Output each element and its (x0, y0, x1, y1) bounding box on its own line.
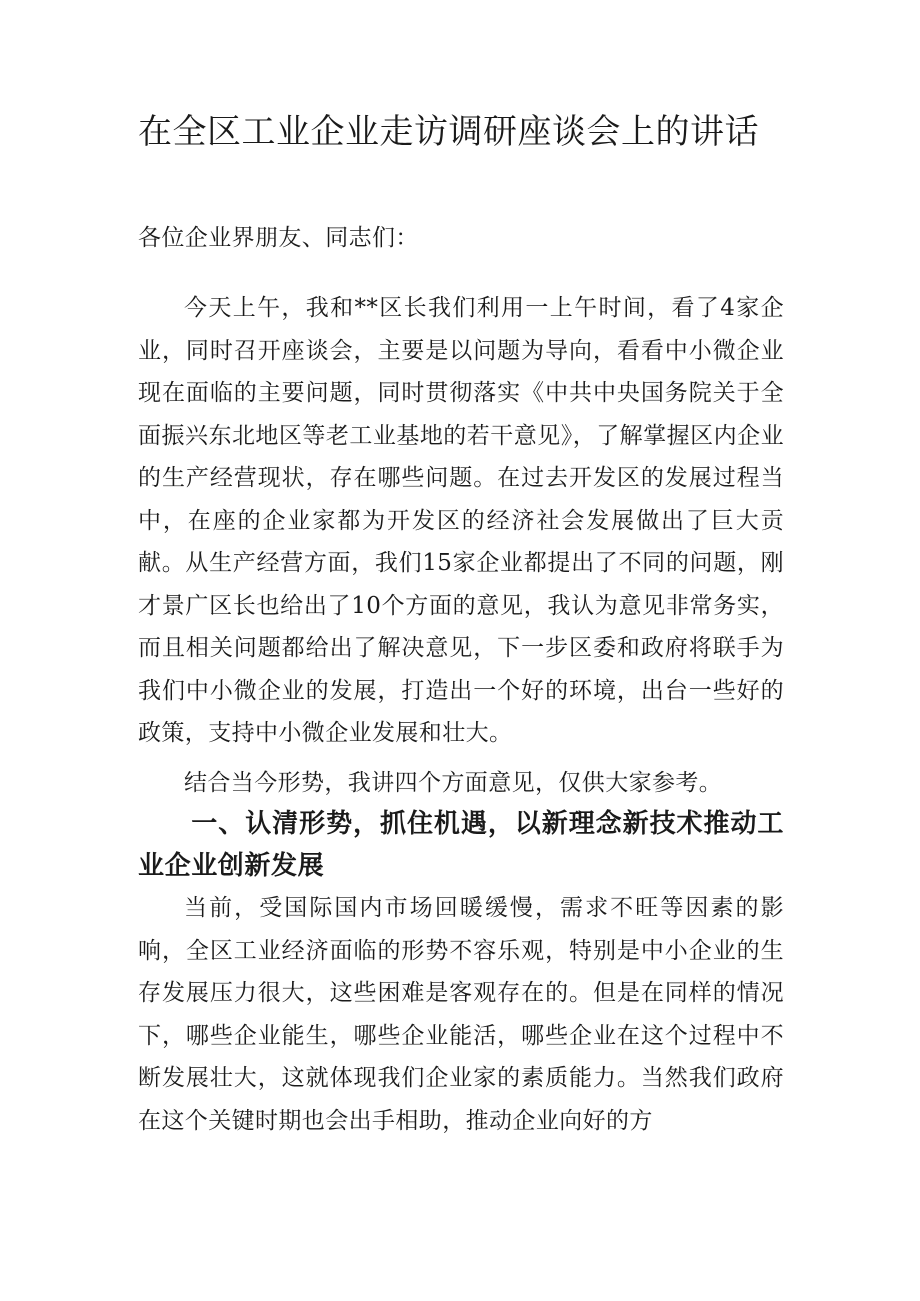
salutation: 各位企业界朋友、同志们： (138, 225, 419, 251)
section-paragraph: 当前，受国际国内市场回暖缓慢，需求不旺等因素的影响，全区工业经济面临的形势不容乐观，特别是中小企业的生存发展压力很大，这些困难是客观存在的。但是在同样的情况下，哪些企业能生，哪些企业能活，哪些企业在这个过程中不断发展壮大，这就体现我们企业家的素质能力。当然我们政府在这个关键时期也会出手相助，推动企业向好的方 (138, 895, 784, 1134)
section-heading: 一、认清形势，抓住机遇，以新理念新技术推动工业企业创新发展 (138, 809, 784, 881)
paragraph-opening: 今天上午，我和**区长我们利用一上午时间，看了4家企业，同时召开座谈会，主要是以问题为导向，看看中小微企业现在面临的主要问题，同时贯彻落实《中共中央国务院关于全面振兴东北地区等老工业基地的若干意见》，了解掌握区内企业的生产经营现状，存在哪些问题。在过去开发区的发展过程当中，在座的企业家都为开发区的经济社会发展做出了巨大贡献。从生产经营方面，我们15家企业都提出了不同的问题，刚才景广区长也给出了10个方面的意见，我认为意见非常务实，而且相关问题都给出了解决意见，下一步区委和政府将联手为我们中小微企业的发展，打造出一个好的环境，出台一些好的政策，支持中小微企业发展和壮大。 (138, 295, 784, 746)
paragraph-transition: 结合当今形势，我讲四个方面意见，仅供大家参考。 (184, 770, 723, 796)
document-title: 在全区工业企业走访调研座谈会上的讲话 (138, 112, 759, 152)
